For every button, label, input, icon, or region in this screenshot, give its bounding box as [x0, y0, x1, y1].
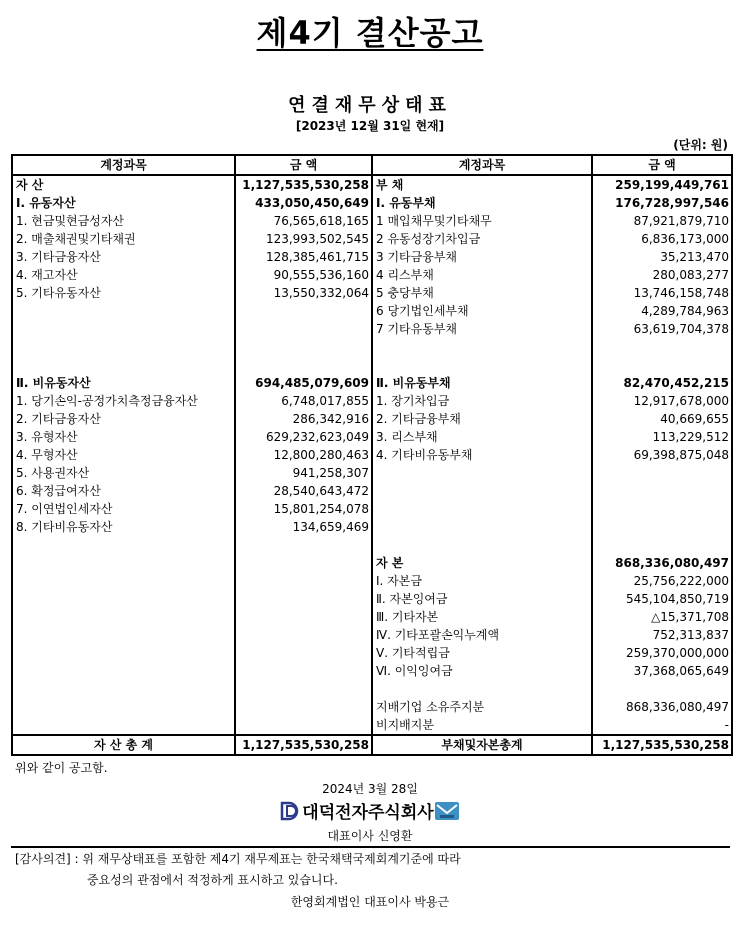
right-account-cell: Ⅰ. 유동부채: [372, 194, 592, 212]
table-row: [12, 266, 732, 284]
left-account-cell: 3. 기타금융자산: [12, 248, 235, 266]
left-account-cell: 자 산: [12, 175, 235, 194]
left-amount-cell: 15,801,254,078: [235, 500, 372, 518]
left-account-cell: 7. 이연법인세자산: [12, 500, 235, 518]
header-right-amount: 금 액: [592, 155, 732, 175]
left-account-cell: 8. 기타비유동자산: [12, 518, 235, 536]
audit-opinion-line2: 중요성의 관점에서 적정하게 표시하고 있습니다.: [87, 873, 338, 887]
left-account-cell: [12, 662, 235, 680]
right-account-cell: 자 본: [372, 554, 592, 572]
left-amount-cell: [235, 572, 372, 590]
right-amount-cell: [592, 482, 732, 500]
left-amount-cell: 123,993,502,545: [235, 230, 372, 248]
right-amount-cell: △15,371,708: [592, 608, 732, 626]
right-amount-cell: [592, 356, 732, 374]
right-account-cell: 지배기업 소유주지분: [372, 698, 592, 716]
right-account-cell: 1. 장기차입금: [372, 392, 592, 410]
table-row: [12, 626, 732, 644]
right-amount-cell: 13,746,158,748: [592, 284, 732, 302]
right-account-cell: [372, 482, 592, 500]
right-amount-cell: [592, 338, 732, 356]
right-amount-cell: 25,756,222,000: [592, 572, 732, 590]
company-name: 대덕전자주식회사: [302, 803, 434, 823]
right-amount-cell: 37,368,065,649: [592, 662, 732, 680]
left-account-cell: [12, 680, 235, 698]
left-amount-cell: 6,748,017,855: [235, 392, 372, 410]
table-row: [12, 572, 732, 590]
left-account-cell: [12, 338, 235, 356]
left-amount-cell: 28,540,643,472: [235, 482, 372, 500]
left-account-cell: [12, 698, 235, 716]
table-row: [12, 716, 732, 735]
table-row: [12, 302, 732, 320]
page-title: 제4기 결산공고: [256, 14, 484, 52]
left-account-cell: 1. 당기손익-공정가치측정금융자산: [12, 392, 235, 410]
table-row: [12, 446, 732, 464]
table-row: [12, 500, 732, 518]
table-row: [12, 338, 732, 356]
left-amount-cell: 76,565,618,165: [235, 212, 372, 230]
right-account-cell: 1 매입채무및기타채무: [372, 212, 592, 230]
right-amount-cell: [592, 464, 732, 482]
left-account-cell: [12, 536, 235, 554]
right-amount-cell: 280,083,277: [592, 266, 732, 284]
left-amount-cell: [235, 590, 372, 608]
table-row: [12, 464, 732, 482]
table-row: [12, 194, 732, 212]
left-account-cell: [12, 608, 235, 626]
left-account-cell: 2. 기타금융자산: [12, 410, 235, 428]
table-row: [12, 662, 732, 680]
right-amount-cell: [592, 518, 732, 536]
right-account-cell: Ⅲ. 기타자본: [372, 608, 592, 626]
table-row: [12, 590, 732, 608]
table-row: [12, 698, 732, 716]
unit-label: (단위: 원): [673, 138, 728, 152]
right-amount-cell: 35,213,470: [592, 248, 732, 266]
right-amount-cell: 12,917,678,000: [592, 392, 732, 410]
left-amount-cell: 1,127,535,530,258: [235, 175, 372, 194]
table-row: [12, 175, 732, 194]
table-row: [12, 356, 732, 374]
left-amount-cell: [235, 680, 372, 698]
left-account-cell: [12, 302, 235, 320]
publish-date: 2024년 3월 28일: [322, 782, 418, 796]
left-account-cell: [12, 356, 235, 374]
right-amount-cell: -: [592, 716, 732, 735]
table-row: [12, 374, 732, 392]
right-account-cell: [372, 464, 592, 482]
statement-title: 연결재무상태표: [288, 95, 452, 116]
right-amount-cell: 545,104,850,719: [592, 590, 732, 608]
left-amount-cell: [235, 536, 372, 554]
table-row: [12, 428, 732, 446]
left-account-cell: [12, 320, 235, 338]
right-account-cell: 4 리스부채: [372, 266, 592, 284]
right-amount-cell: 113,229,512: [592, 428, 732, 446]
left-amount-cell: [235, 554, 372, 572]
company-name-block: [0, 798, 740, 826]
left-amount-cell: 433,050,450,649: [235, 194, 372, 212]
left-amount-cell: 90,555,536,160: [235, 266, 372, 284]
right-account-cell: 7 기타유동부채: [372, 320, 592, 338]
left-amount-cell: 286,342,916: [235, 410, 372, 428]
right-amount-cell: 4,289,784,963: [592, 302, 732, 320]
as-of-date: [2023년 12월 31일 현재]: [295, 119, 445, 133]
right-account-cell: 2 유동성장기차입금: [372, 230, 592, 248]
right-amount-cell: 259,199,449,761: [592, 175, 732, 194]
right-amount-cell: [592, 536, 732, 554]
right-account-cell: 부 채: [372, 175, 592, 194]
left-account-cell: 5. 기타유동자산: [12, 284, 235, 302]
table-row: [12, 536, 732, 554]
left-amount-cell: 134,659,469: [235, 518, 372, 536]
left-account-cell: [12, 572, 235, 590]
table-row: [12, 248, 732, 266]
header-right-account: 계정과목: [372, 155, 592, 175]
right-account-cell: 5 충당부채: [372, 284, 592, 302]
table-row: [12, 482, 732, 500]
table-row: [12, 608, 732, 626]
right-account-cell: [372, 500, 592, 518]
right-amount-cell: [592, 680, 732, 698]
right-amount-cell: [592, 500, 732, 518]
table-row: [12, 392, 732, 410]
right-amount-cell: 87,921,879,710: [592, 212, 732, 230]
left-amount-cell: [235, 302, 372, 320]
right-account-cell: [372, 356, 592, 374]
table-row: [12, 518, 732, 536]
right-account-cell: Ⅱ. 자본잉여금: [372, 590, 592, 608]
right-account-cell: Ⅰ. 자본금: [372, 572, 592, 590]
right-account-cell: Ⅳ. 기타포괄손익누계액: [372, 626, 592, 644]
right-amount-cell: 868,336,080,497: [592, 698, 732, 716]
table-row: [12, 554, 732, 572]
left-account-cell: [12, 590, 235, 608]
right-amount-cell: 6,836,173,000: [592, 230, 732, 248]
left-amount-cell: [235, 644, 372, 662]
right-amount-cell: 752,313,837: [592, 626, 732, 644]
left-amount-cell: [235, 662, 372, 680]
table-row: [12, 644, 732, 662]
right-amount-cell: 259,370,000,000: [592, 644, 732, 662]
right-amount-cell: 40,669,655: [592, 410, 732, 428]
left-account-cell: Ⅱ. 비유동자산: [12, 374, 235, 392]
left-amount-cell: [235, 608, 372, 626]
right-account-cell: [372, 536, 592, 554]
table-row: [12, 680, 732, 698]
left-account-cell: [12, 554, 235, 572]
left-account-cell: 4. 무형자산: [12, 446, 235, 464]
mail-badge-icon: [434, 801, 460, 826]
total-liab-equity-amount: 1,127,535,530,258: [592, 735, 732, 755]
table-row: [12, 320, 732, 338]
balance-sheet-table: [11, 154, 733, 756]
left-amount-cell: [235, 698, 372, 716]
table-row: [12, 284, 732, 302]
left-amount-cell: [235, 356, 372, 374]
total-assets-label: 자 산 총 계: [12, 735, 235, 755]
left-amount-cell: 13,550,332,064: [235, 284, 372, 302]
left-account-cell: 4. 재고자산: [12, 266, 235, 284]
table-row: [12, 230, 732, 248]
left-account-cell: [12, 644, 235, 662]
left-amount-cell: [235, 716, 372, 735]
total-liab-equity-label: 부채및자본총계: [372, 735, 592, 755]
left-account-cell: 5. 사용권자산: [12, 464, 235, 482]
left-amount-cell: [235, 626, 372, 644]
left-account-cell: Ⅰ. 유동자산: [12, 194, 235, 212]
notice-text: 위와 같이 공고함.: [15, 761, 108, 775]
right-account-cell: [372, 518, 592, 536]
left-amount-cell: 941,258,307: [235, 464, 372, 482]
right-amount-cell: 69,398,875,048: [592, 446, 732, 464]
auditor-name: 한영회계법인 대표이사 박용근: [290, 895, 450, 909]
ceo-name: 대표이사 신영환: [327, 829, 413, 843]
right-account-cell: 2. 기타금융부채: [372, 410, 592, 428]
right-amount-cell: 63,619,704,378: [592, 320, 732, 338]
right-account-cell: 6 당기법인세부채: [372, 302, 592, 320]
left-amount-cell: 629,232,623,049: [235, 428, 372, 446]
right-account-cell: 비지배지분: [372, 716, 592, 735]
right-account-cell: 3. 리스부채: [372, 428, 592, 446]
right-amount-cell: 868,336,080,497: [592, 554, 732, 572]
table-total-row: [12, 735, 732, 755]
left-amount-cell: 694,485,079,609: [235, 374, 372, 392]
right-account-cell: Ⅴ. 기타적립금: [372, 644, 592, 662]
left-account-cell: 3. 유형자산: [12, 428, 235, 446]
table-row: [12, 212, 732, 230]
divider: [11, 846, 730, 848]
right-account-cell: [372, 680, 592, 698]
right-amount-cell: 82,470,452,215: [592, 374, 732, 392]
header-left-amount: 금 액: [235, 155, 372, 175]
right-account-cell: Ⅵ. 이익잉여금: [372, 662, 592, 680]
left-account-cell: [12, 626, 235, 644]
right-account-cell: Ⅱ. 비유동부채: [372, 374, 592, 392]
audit-opinion-line1: [감사의견] : 위 재무상태표를 포함한 제4기 재무제표는 한국채택국제회계기준에 따라: [15, 852, 461, 866]
right-account-cell: 3 기타금융부채: [372, 248, 592, 266]
left-amount-cell: 128,385,461,715: [235, 248, 372, 266]
company-logo-icon: [280, 801, 302, 826]
left-amount-cell: [235, 320, 372, 338]
total-assets-amount: 1,127,535,530,258: [235, 735, 372, 755]
header-left-account: 계정과목: [12, 155, 235, 175]
left-account-cell: 2. 매출채권및기타채권: [12, 230, 235, 248]
table-header: [12, 155, 732, 175]
left-account-cell: 6. 확정급여자산: [12, 482, 235, 500]
left-account-cell: [12, 716, 235, 735]
left-account-cell: 1. 현금및현금성자산: [12, 212, 235, 230]
left-amount-cell: 12,800,280,463: [235, 446, 372, 464]
table-row: [12, 410, 732, 428]
right-amount-cell: 176,728,997,546: [592, 194, 732, 212]
right-account-cell: 4. 기타비유동부채: [372, 446, 592, 464]
right-account-cell: [372, 338, 592, 356]
left-amount-cell: [235, 338, 372, 356]
